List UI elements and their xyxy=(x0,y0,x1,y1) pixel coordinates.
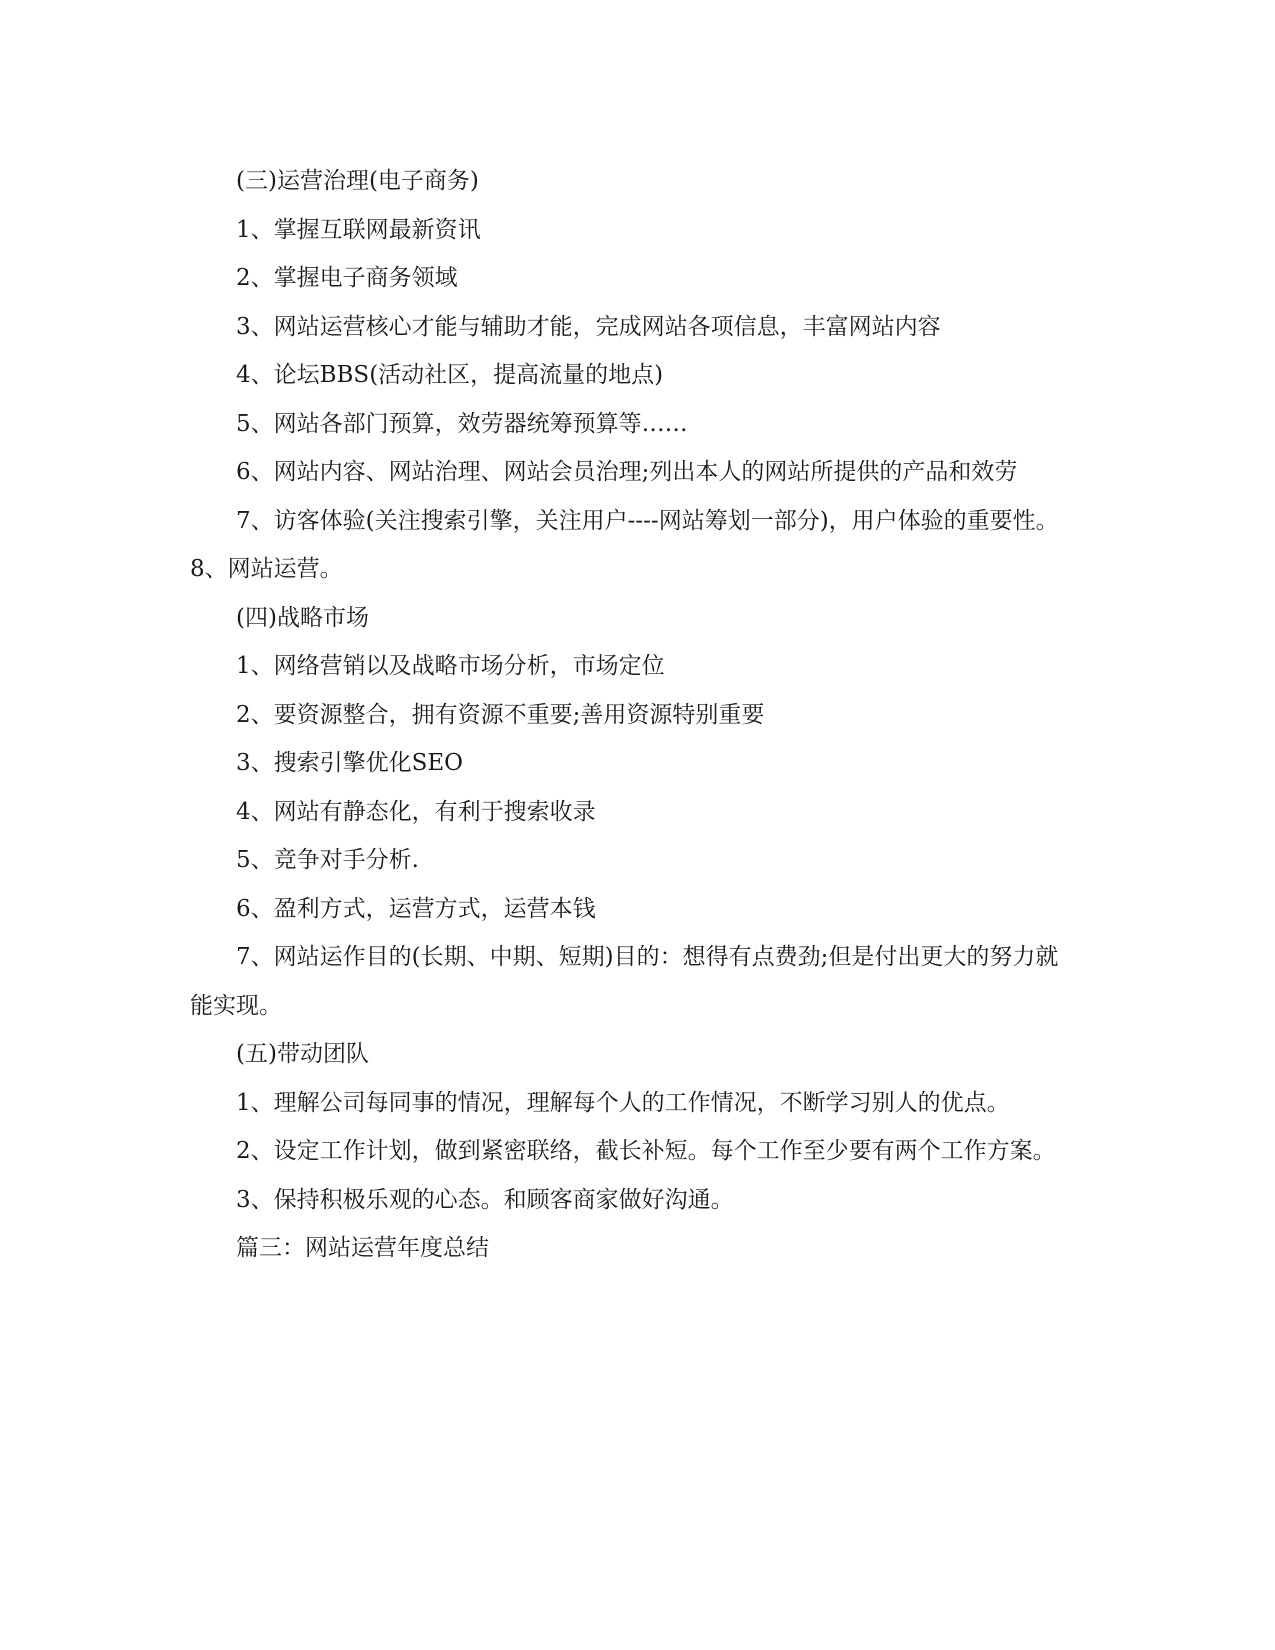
list-item: 3、搜索引擎优化SEO xyxy=(236,750,464,776)
list-item: 2、设定工作计划，做到紧密联络，截长补短。每个工作至少要有两个工作方案。 xyxy=(236,1138,1056,1164)
list-item: 6、网站内容、网站治理、网站会员治理;列出本人的网站所提供的产品和效劳 xyxy=(236,459,1018,485)
section-heading-strategy: (四)战略市场 xyxy=(236,604,369,631)
section-heading-team: (五)带动团队 xyxy=(236,1041,369,1067)
list-item: 6、盈利方式，运营方式，运营本钱 xyxy=(236,895,596,922)
list-item: 2、掌握电子商务领域 xyxy=(236,265,458,291)
list-item: 1、掌握互联网最新资讯 xyxy=(236,216,481,243)
section-heading-operations: (三)运营治理(电子商务) xyxy=(236,168,479,194)
list-item: 4、网站有静态化，有利于搜索收录 xyxy=(236,798,596,825)
list-item: 5、网站各部门预算，效劳器统筹预算等…… xyxy=(236,410,688,437)
list-item: 1、网络营销以及战略市场分析，市场定位 xyxy=(236,653,665,679)
list-item: 3、保持积极乐观的心态。和顾客商家做好沟通。 xyxy=(236,1186,734,1213)
chapter-heading: 篇三：网站运营年度总结 xyxy=(236,1235,489,1261)
list-item: 2、要资源整合，拥有资源不重要;善用资源特别重要 xyxy=(236,701,765,728)
list-item: 7、访客体验(关注搜索引擎，关注用户----网站筹划一部分)，用户体验的重要性。8、网站运营。 xyxy=(190,507,1059,582)
list-item: 5、竞争对手分析. xyxy=(236,847,419,873)
list-item: 4、论坛BBS(活动社区，提高流量的地点) xyxy=(236,362,664,388)
list-item: 7、网站运作目的(长期、中期、短期)目的：想得有点费劲;但是付出更大的努力就能实现。 xyxy=(190,944,1059,1019)
list-item: 3、网站运营核心才能与辅助才能，完成网站各项信息，丰富网站内容 xyxy=(236,313,941,340)
document-body xyxy=(190,157,1075,1273)
list-item: 1、理解公司每同事的情况，理解每个人的工作情况，不断学习别人的优点。 xyxy=(236,1089,1010,1116)
